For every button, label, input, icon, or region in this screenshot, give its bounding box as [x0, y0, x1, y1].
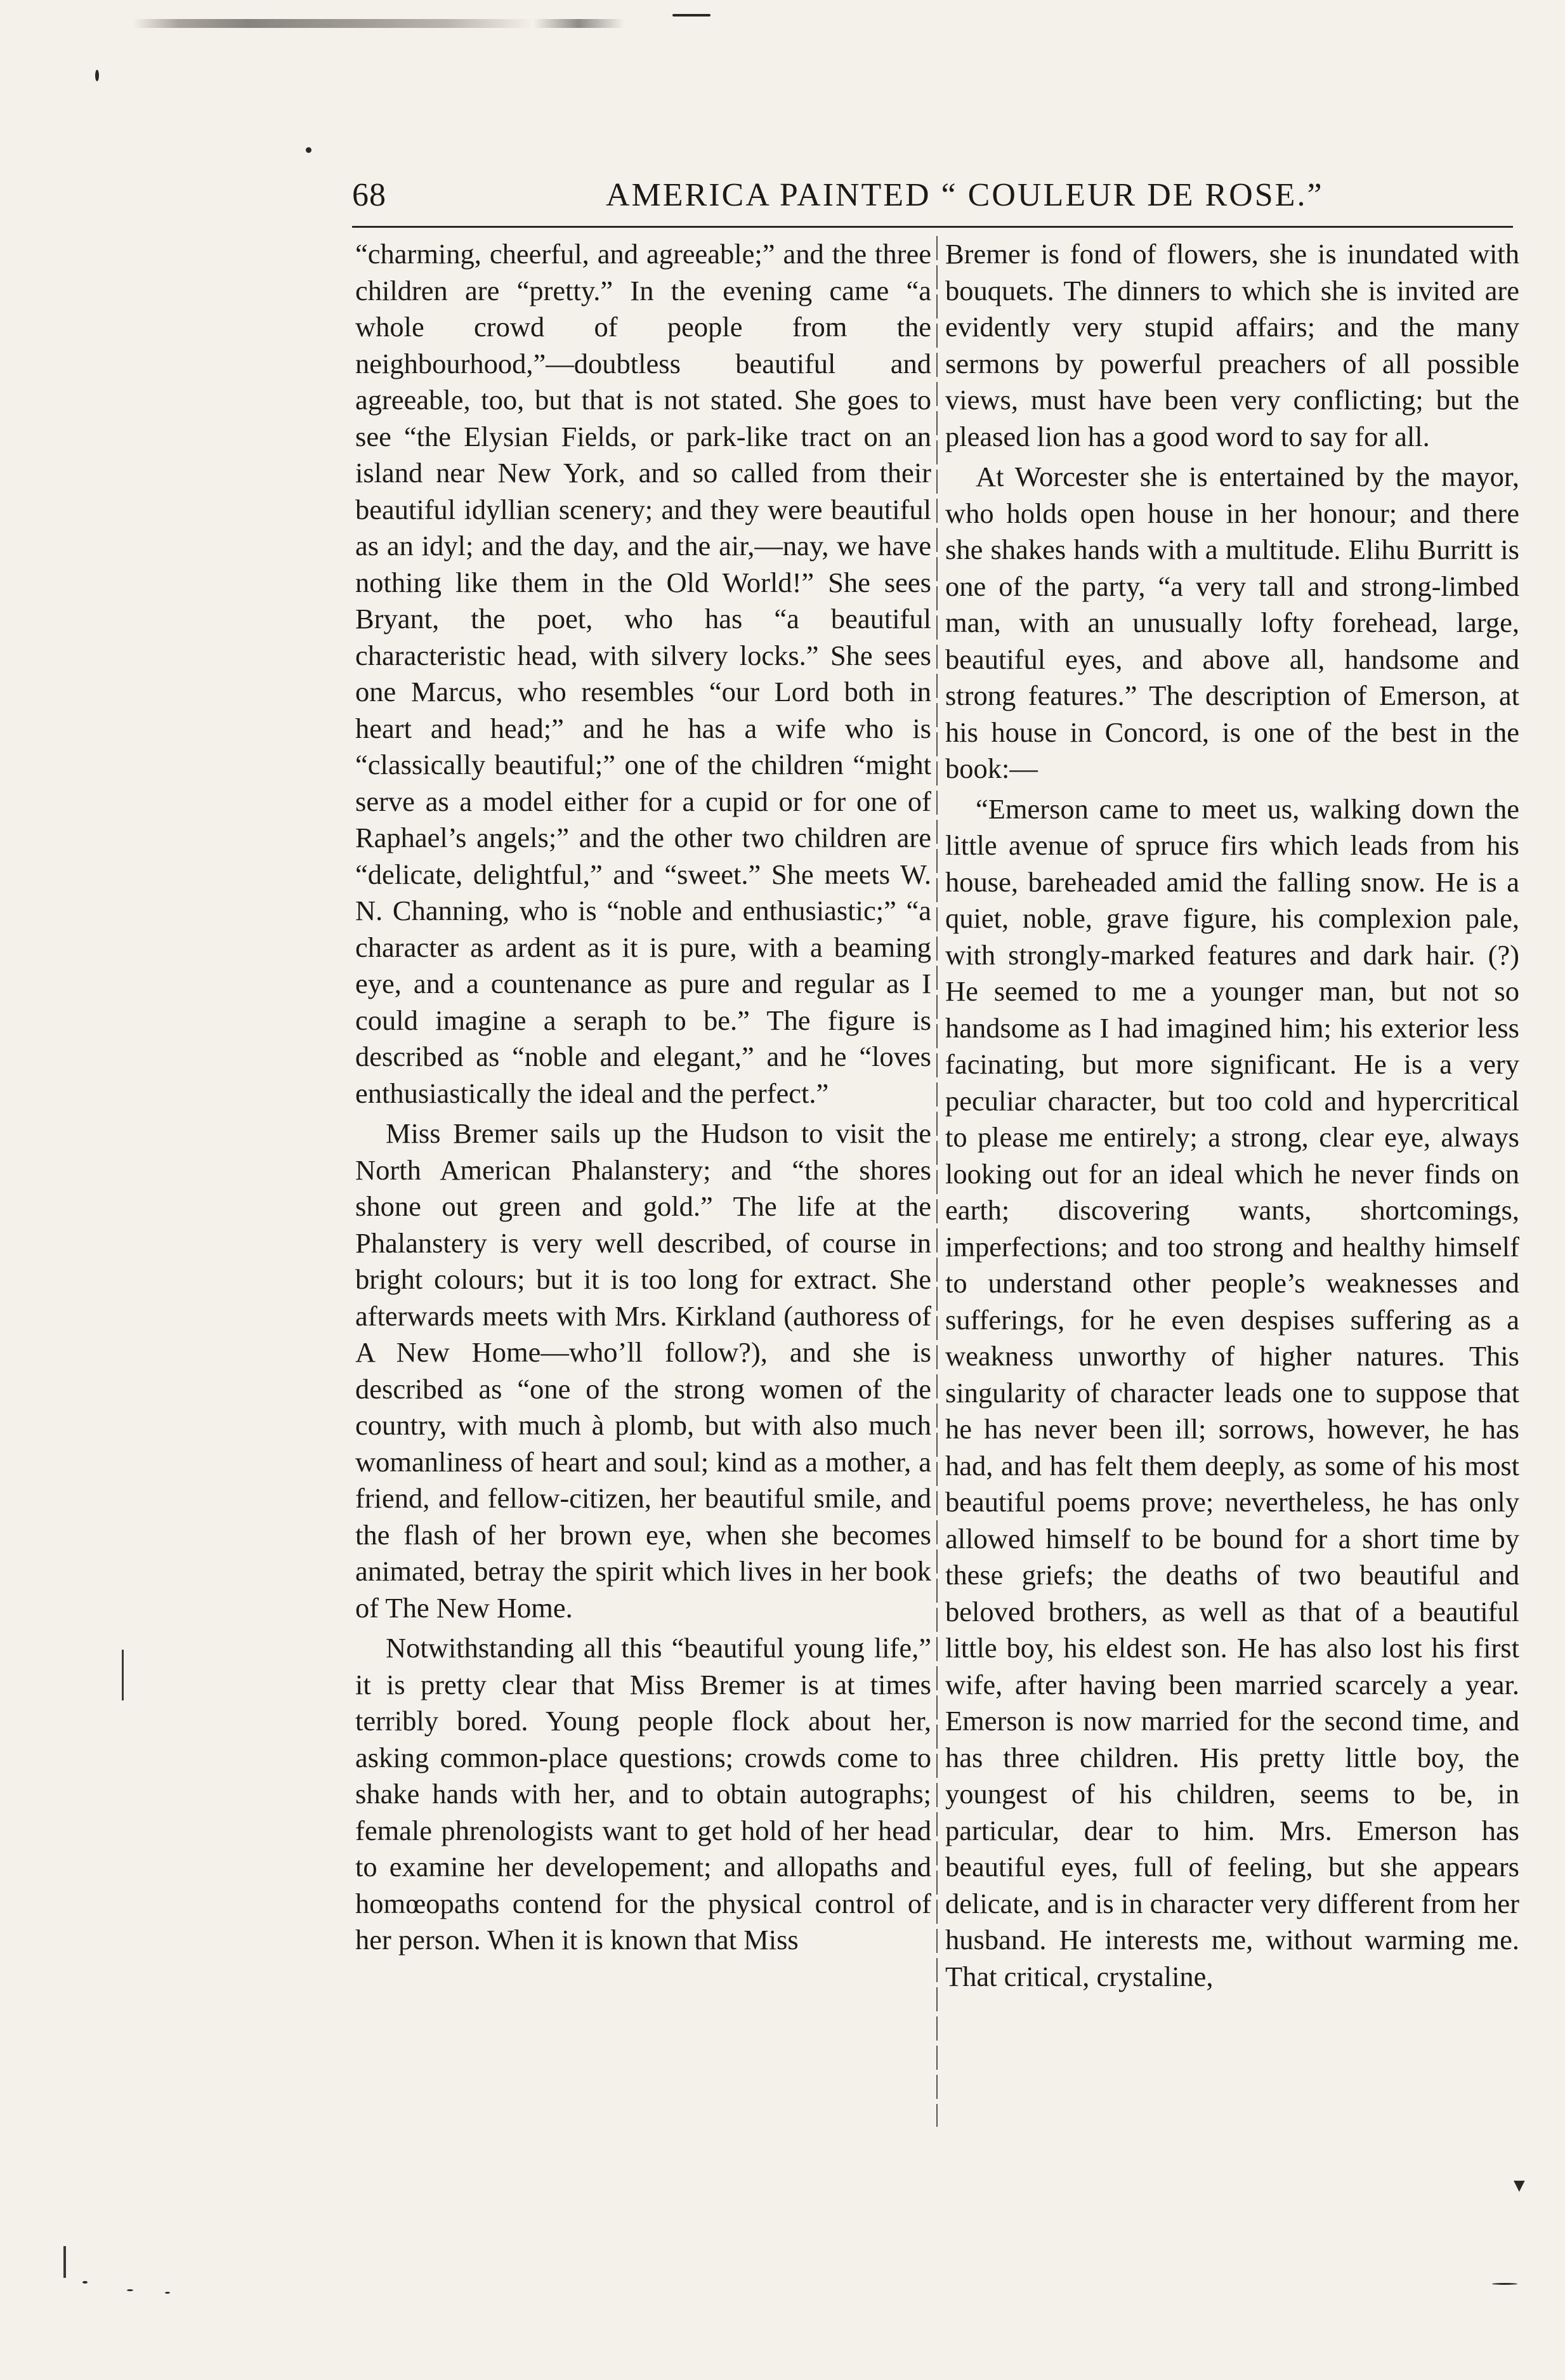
- margin-speck: [82, 2281, 88, 2284]
- header-rule: [352, 226, 1513, 228]
- paragraph: At Worcester she is entertained by the mayor, who holds open house in her honour; and there she shakes hands with a multitude. Elihu Burritt is one of the party, “a very tall and strong-limbed man, with an unusually lofty forehead, large, beautiful eyes, and above all, handsome and strong features.” The description of Emerson, at his house in Concord, is one of the best in the book:—: [945, 461, 1519, 784]
- margin-mark: [122, 1650, 124, 1700]
- paragraph: Notwithstanding all this “beautiful young life,” it is pretty clear that Miss Bremer is at times terribly bored. Young people flock about her, asking common-place questions; crowds come to shake hands with her, and to obtain autographs; female phrenologists want to get hold of her head to examine her developement; and allopaths and homœopaths contend for the physical control of her person. When it is known that Miss: [355, 1632, 931, 1956]
- scan-edge-artifact: [133, 19, 704, 28]
- running-title: AMERICA PAINTED “ COULEUR DE ROSE.”: [606, 177, 1324, 213]
- left-column: [355, 236, 931, 2127]
- margin-arrow-icon: ▼: [1510, 2175, 1529, 2196]
- paragraph: Bremer is fond of flowers, she is inundated with bouquets. The dinners to which she is invited are evidently very stupid affairs; and the many sermons by powerful preachers of all possible views, must have been very conflicting; but the pleased lion has a good word to say for all.: [945, 238, 1519, 452]
- page-number: 68: [352, 177, 386, 213]
- column-divider: [936, 236, 938, 2127]
- page-header: [352, 176, 1519, 214]
- margin-speck: [1492, 2283, 1517, 2285]
- paragraph: Miss Bremer sails up the Hudson to visit the North American Phalanstery; and “the shores shone out green and gold.” The life at the Phalanstery is very well described, of course in bright colours; but it is too long for extract. She afterwards meets with Mrs. Kirkland (authoress of A New Home—who’ll follow?), and she is described as “one of the strong women of the country, with much à plomb, but with also much womanliness of heart and soul; kind as a mother, a friend, and fellow-citizen, her beautiful smile, and the flash of her brown eye, when she becomes animated, betray the spirit which lives in her book of The New Home.: [355, 1117, 931, 1624]
- margin-speck: [672, 14, 710, 16]
- margin-mark: [63, 2246, 66, 2278]
- paragraph: “charming, cheerful, and agreeable;” and the three children are “pretty.” In the evening came “a whole crowd of people from the neighbourhood,”—doubtless beautiful and agreeable, too, but that is not stated. She goes to see “the Elysian Fields, or park-like tract on an island near New York, and so called from their beautiful idyllian scenery; and they were beautiful as an idyl; and the day, and the air,—nay, we have nothing like them in the Old World!” She sees Bryant, the poet, who has “a beautiful characteristic head, with silvery locks.” She sees one Marcus, who resembles “our Lord both in heart and head;” and he has a wife who is “classically beautiful;” one of the children “might serve as a model either for a cupid or for one of Raphael’s angels;” and the other two children are “delicate, delightful,” and “sweet.” She meets W. N. Channing, who is “noble and enthusiastic;” “a character as ardent as it is pure, with a beaming eye, and a countenance as pure and regular as I could imagine a seraph to be.” The figure is described as “noble and elegant,” and he “loves enthusiastically the ideal and the perfect.”: [355, 238, 931, 1109]
- margin-speck: [127, 2289, 133, 2291]
- margin-speck: [165, 2292, 170, 2294]
- paragraph: “Emerson came to meet us, walking down the little avenue of spruce firs which leads from his house, bareheaded amid the falling snow. He is a quiet, noble, grave figure, his complexion pale, with strongly-marked features and dark hair. (?) He seemed to me a younger man, but not so handsome as I had imagined him; his exterior less facinating, but more significant. He is a very peculiar character, but too cold and hypercritical to please me entirely; a strong, clear eye, always looking out for an ideal which he never finds on earth; discovering wants, shortcomings, imperfections; and too strong and healthy himself to understand other people’s weaknesses and sufferings, for he even despises suffering as a weakness unworthy of higher natures. This singularity of character leads one to suppose that he has never been ill; sorrows, however, he has had, and has felt them deeply, as some of his most beautiful poems prove; nevertheless, he has only allowed himself to be bound for a short time by these griefs; the deaths of two beautiful and beloved brothers, as well as that of a beautiful little boy, his eldest son. He has also lost his first wife, after having been married scarcely a year. Emerson is now married for the second time, and has three children. His pretty little boy, the youngest of his children, seems to be, in particular, dear to him. Mrs. Emerson has beautiful eyes, full of feeling, but she appears delicate, and is in character very different from her husband. He interests me, without warming me. That critical, crystaline,: [945, 792, 1519, 1992]
- margin-speck: [306, 147, 311, 153]
- margin-speck: [95, 70, 99, 81]
- right-column: [945, 236, 1519, 2127]
